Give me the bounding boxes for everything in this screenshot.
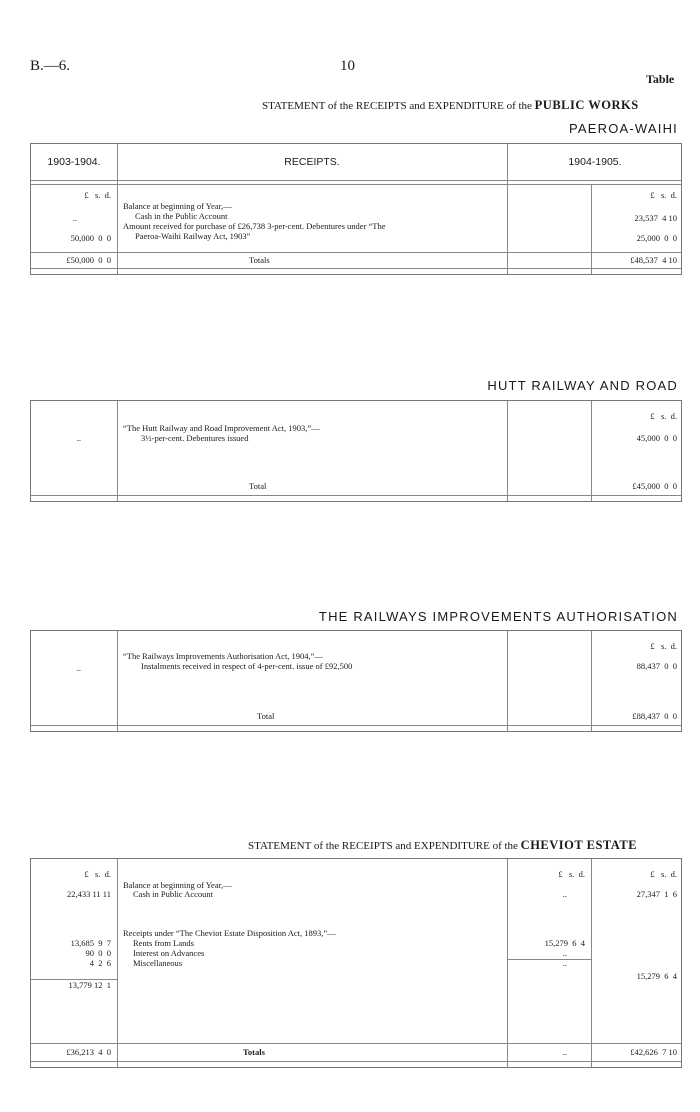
railways-unit-header: £ s. d. <box>650 641 677 651</box>
cash-line: Cash in the Public Account <box>135 211 228 221</box>
statement-heading <box>262 98 639 113</box>
act-line: Paeroa-Waihi Railway Act, 1903” <box>135 231 251 241</box>
cheviot-misc-line: Miscellaneous <box>133 958 183 968</box>
cheviot-left-val-1: 22,433 11 11 <box>67 889 111 899</box>
hutt-left-val: .. <box>76 433 81 443</box>
hutt-right-total: £45,000 0 0 <box>632 481 677 491</box>
cheviot-right-val-2: 15,279 6 4 <box>636 971 677 981</box>
hutt-total-label: Total <box>249 481 267 491</box>
left-total: £50,000 0 0 <box>66 255 111 265</box>
cheviot-left-val-2: 13,685 9 7 <box>70 938 111 948</box>
cheviot-right-total: £42,626 7 10 <box>630 1047 677 1057</box>
section-paeroa-waihi: PAEROA-WAIHI <box>568 121 678 136</box>
totals-label: Totals <box>249 255 270 265</box>
cheviot-left-val-4: 4 2 6 <box>89 958 111 968</box>
statement-bold: PUBLIC WORKS <box>534 98 639 112</box>
unit-header-right: £ s. d. <box>650 190 677 200</box>
cheviot-table <box>30 858 682 1068</box>
page-ref: B.—6. <box>30 58 71 74</box>
cheviot-left-val-3: 90 0 0 <box>85 948 111 958</box>
cheviot-interest-line: Interest on Advances <box>133 948 205 958</box>
cheviot-mid-val-2: 15,279 6 4 <box>544 938 585 948</box>
left-val-2: 50,000 0 0 <box>70 233 111 243</box>
railways-table <box>30 630 682 732</box>
cheviot-mid-val-1: .. <box>562 889 567 899</box>
col-1904-1905: 1904-1905. <box>568 156 622 168</box>
balance-heading: Balance at beginning of Year,— <box>123 201 232 211</box>
unit-header-left: £ s. d. <box>84 190 111 200</box>
statement-text: STATEMENT of the RECEIPTS and EXPENDITURE of the <box>262 100 532 112</box>
cheviot-heading <box>248 838 637 853</box>
cheviot-left-total: £36,213 4 0 <box>66 1047 111 1057</box>
cheviot-mid-val-4: .. <box>562 958 567 968</box>
cheviot-cash-line: Cash in Public Account <box>133 889 214 899</box>
hutt-table <box>30 400 682 502</box>
cheviot-balance-heading: Balance at beginning of Year,— <box>123 880 232 890</box>
cheviot-right-val-1: 27,347 1 6 <box>636 889 677 899</box>
cheviot-unit-right: £ s. d. <box>650 869 677 879</box>
right-total: £48,537 4 10 <box>630 255 677 265</box>
railways-right-total: £88,437 0 0 <box>632 711 677 721</box>
amount-line: Amount received for purchase of £26,738 3-per-cent. Debentures under “The <box>123 221 386 231</box>
col-1903-1904: 1903-1904. <box>47 156 101 168</box>
section-hutt: HUTT RAILWAY AND ROAD <box>487 378 678 393</box>
cheviot-left-subtotal: 13,779 12 1 <box>68 980 111 990</box>
railways-right-val: 88,437 0 0 <box>636 661 677 671</box>
col-receipts: RECEIPTS. <box>284 156 340 168</box>
hutt-act-line: “The Hutt Railway and Road Improvement Act, 1903,”— <box>123 423 320 433</box>
cheviot-mid-total: .. <box>562 1047 567 1057</box>
railways-act-line: “The Railways Improvements Authorisation Act, 1904,”— <box>123 651 323 661</box>
railways-instalments-line: Instalments received in respect of 4-per-cent. issue of £92,500 <box>141 661 353 671</box>
cheviot-unit-left: £ s. d. <box>84 869 111 879</box>
cheviot-statement-bold: CHEVIOT ESTATE <box>520 838 638 852</box>
right-val-2: 25,000 0 0 <box>636 233 677 243</box>
cheviot-receipts-heading: Receipts under “The Cheviot Estate Disposition Act, 1893,”— <box>123 928 336 938</box>
cheviot-statement-text: STATEMENT of the RECEIPTS and EXPENDITURE of the <box>248 840 518 852</box>
section-railways: THE RAILWAYS IMPROVEMENTS AUTHORISATION <box>318 609 678 624</box>
cheviot-totals-label: Totals <box>243 1047 265 1057</box>
cheviot-mid-val-3: .. <box>562 948 567 958</box>
left-val-1: .. <box>72 213 77 223</box>
cheviot-rents-line: Rents from Lands <box>133 938 194 948</box>
page-number: 10 <box>340 58 355 74</box>
hutt-right-val: 45,000 0 0 <box>636 433 677 443</box>
hutt-debentures-line: 3½-per-cent. Debentures issued <box>141 433 249 443</box>
paeroa-table <box>30 143 682 275</box>
right-val-1: 23,537 4 10 <box>634 213 677 223</box>
railways-total-label: Total <box>257 711 275 721</box>
cheviot-unit-mid: £ s. d. <box>558 869 585 879</box>
hutt-unit-header: £ s. d. <box>650 411 677 421</box>
table-label: Table <box>646 72 675 86</box>
railways-left-val: .. <box>76 663 81 673</box>
